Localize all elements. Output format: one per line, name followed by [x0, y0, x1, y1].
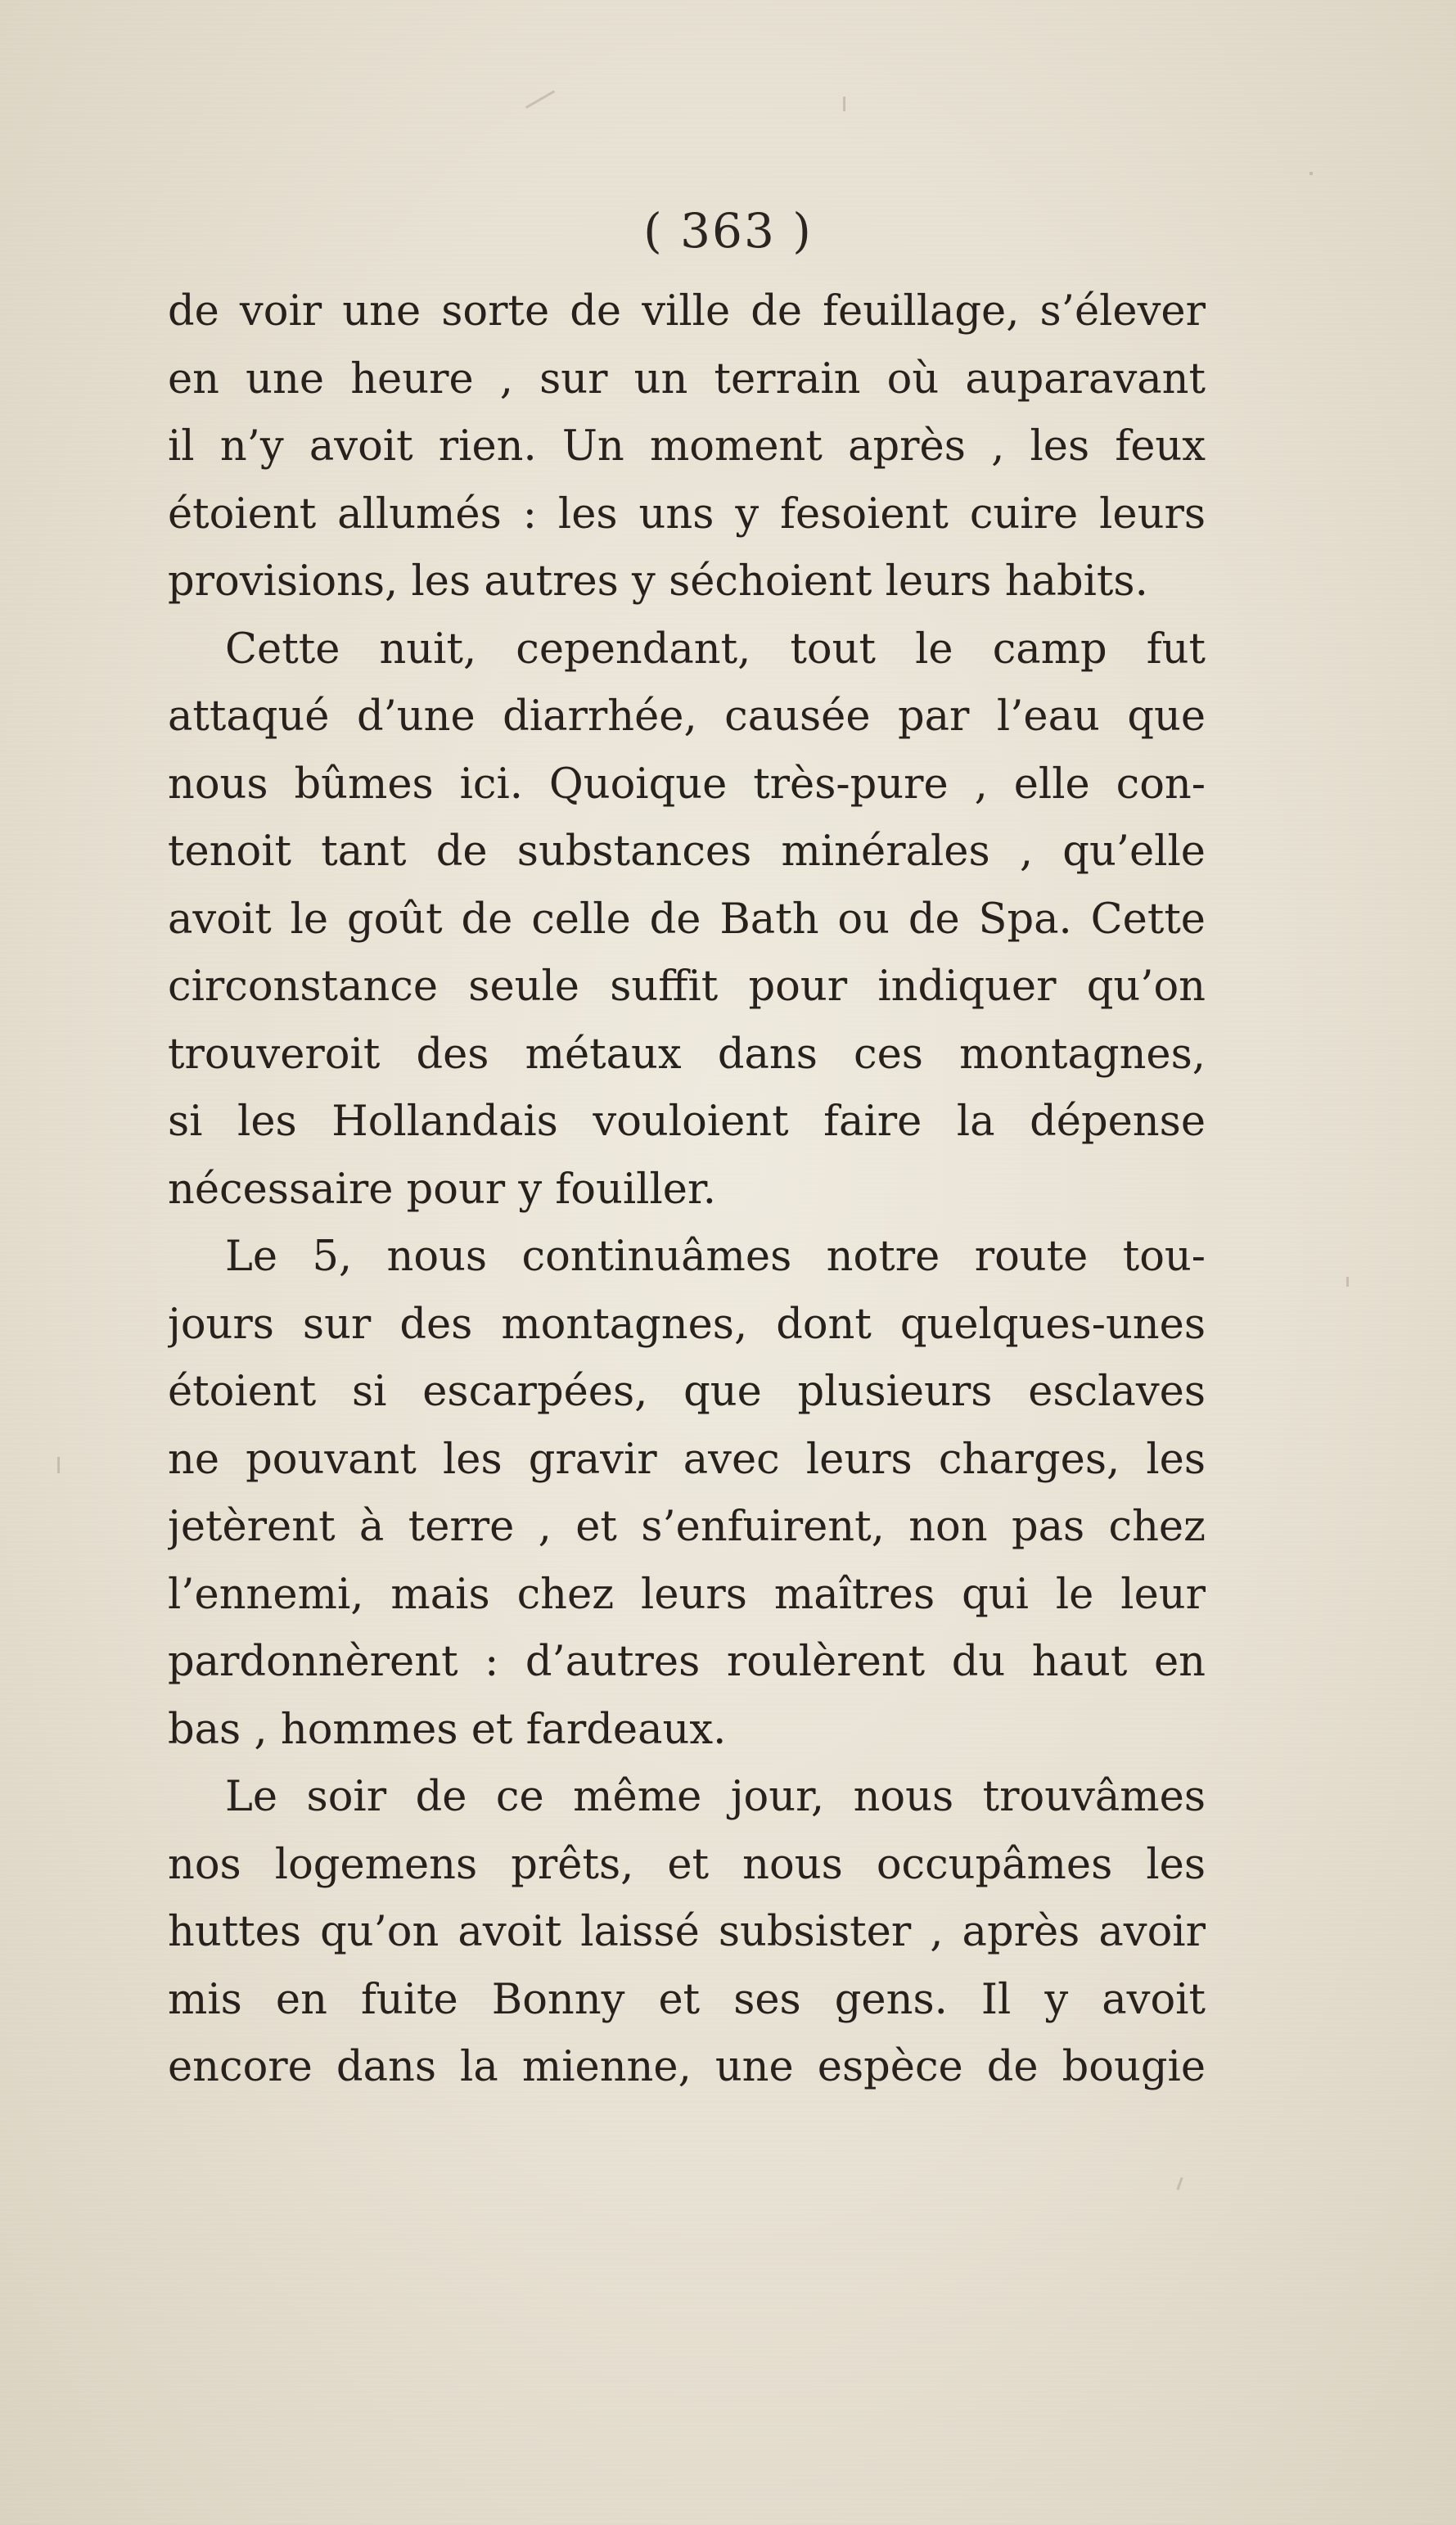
text-line: tenoit tant de substances minérales , qu’elle — [168, 827, 1206, 876]
paper-speck — [1176, 2177, 1183, 2190]
text-line: circonstance seule suffit pour indiquer qu’on — [168, 963, 1206, 1011]
paper-speck — [525, 90, 555, 109]
text-line: mis en fuite Bonny et ses gens. Il y avoit — [168, 1975, 1206, 2024]
text-line: nous bûmes ici. Quoique très-pure , elle con- — [168, 760, 1206, 809]
paper-speck — [1346, 1277, 1349, 1287]
text-line: bas , hommes et fardeaux. — [168, 1705, 727, 1754]
page-number: ( 363 ) — [643, 203, 813, 259]
text-line: encore dans la mienne, une espèce de bougie — [168, 2043, 1206, 2091]
text-line: en une heure , sur un terrain où auparavant — [168, 354, 1206, 404]
text-line: pardonnèrent : d’autres roulèrent du haut en — [168, 1638, 1206, 1686]
text-line: nécessaire pour y fouiller. — [168, 1165, 716, 1214]
text-line: si les Hollandais vouloient faire la dépense — [168, 1098, 1206, 1146]
text-line: jours sur des montagnes, dont quelques-unes — [168, 1300, 1206, 1349]
text-line: étoient si escarpées, que plusieurs esclaves — [168, 1368, 1206, 1416]
paper-speck — [1309, 172, 1313, 175]
paper-speck — [843, 97, 845, 111]
body-text — [168, 278, 1206, 2102]
text-line: il n’y avoit rien. Un moment après , les feux — [168, 422, 1206, 471]
text-line: jetèrent à terre , et s’enfuirent, non pas chez — [168, 1503, 1206, 1551]
text-line: de voir une sorte de ville de feuillage, s’élever — [168, 287, 1206, 336]
text-line: avoit le goût de celle de Bath ou de Spa. Cette — [168, 895, 1206, 944]
text-line: l’ennemi, mais chez leurs maîtres qui le leur — [168, 1570, 1206, 1619]
paper-speck — [57, 1457, 60, 1473]
text-line: ne pouvant les gravir avec leurs charges, les — [168, 1435, 1206, 1484]
text-line: Cette nuit, cependant, tout le camp fut — [225, 624, 1206, 674]
text-line: nos logemens prêts, et nous occupâmes les — [168, 1840, 1206, 1889]
text-line: étoient allumés : les uns y fesoient cuire leurs — [168, 489, 1206, 539]
text-line: Le soir de ce même jour, nous trouvâmes — [225, 1773, 1206, 1821]
text-line: Le 5, nous continuâmes notre route tou- — [225, 1233, 1206, 1281]
text-line: attaqué d’une diarrhée, causée par l’eau que — [168, 692, 1206, 741]
text-line: trouveroit des métaux dans ces montagnes, — [168, 1030, 1206, 1079]
text-line: huttes qu’on avoit laissé subsister , après avoir — [168, 1908, 1206, 1956]
text-line: provisions, les autres y séchoient leurs habits. — [168, 557, 1148, 606]
